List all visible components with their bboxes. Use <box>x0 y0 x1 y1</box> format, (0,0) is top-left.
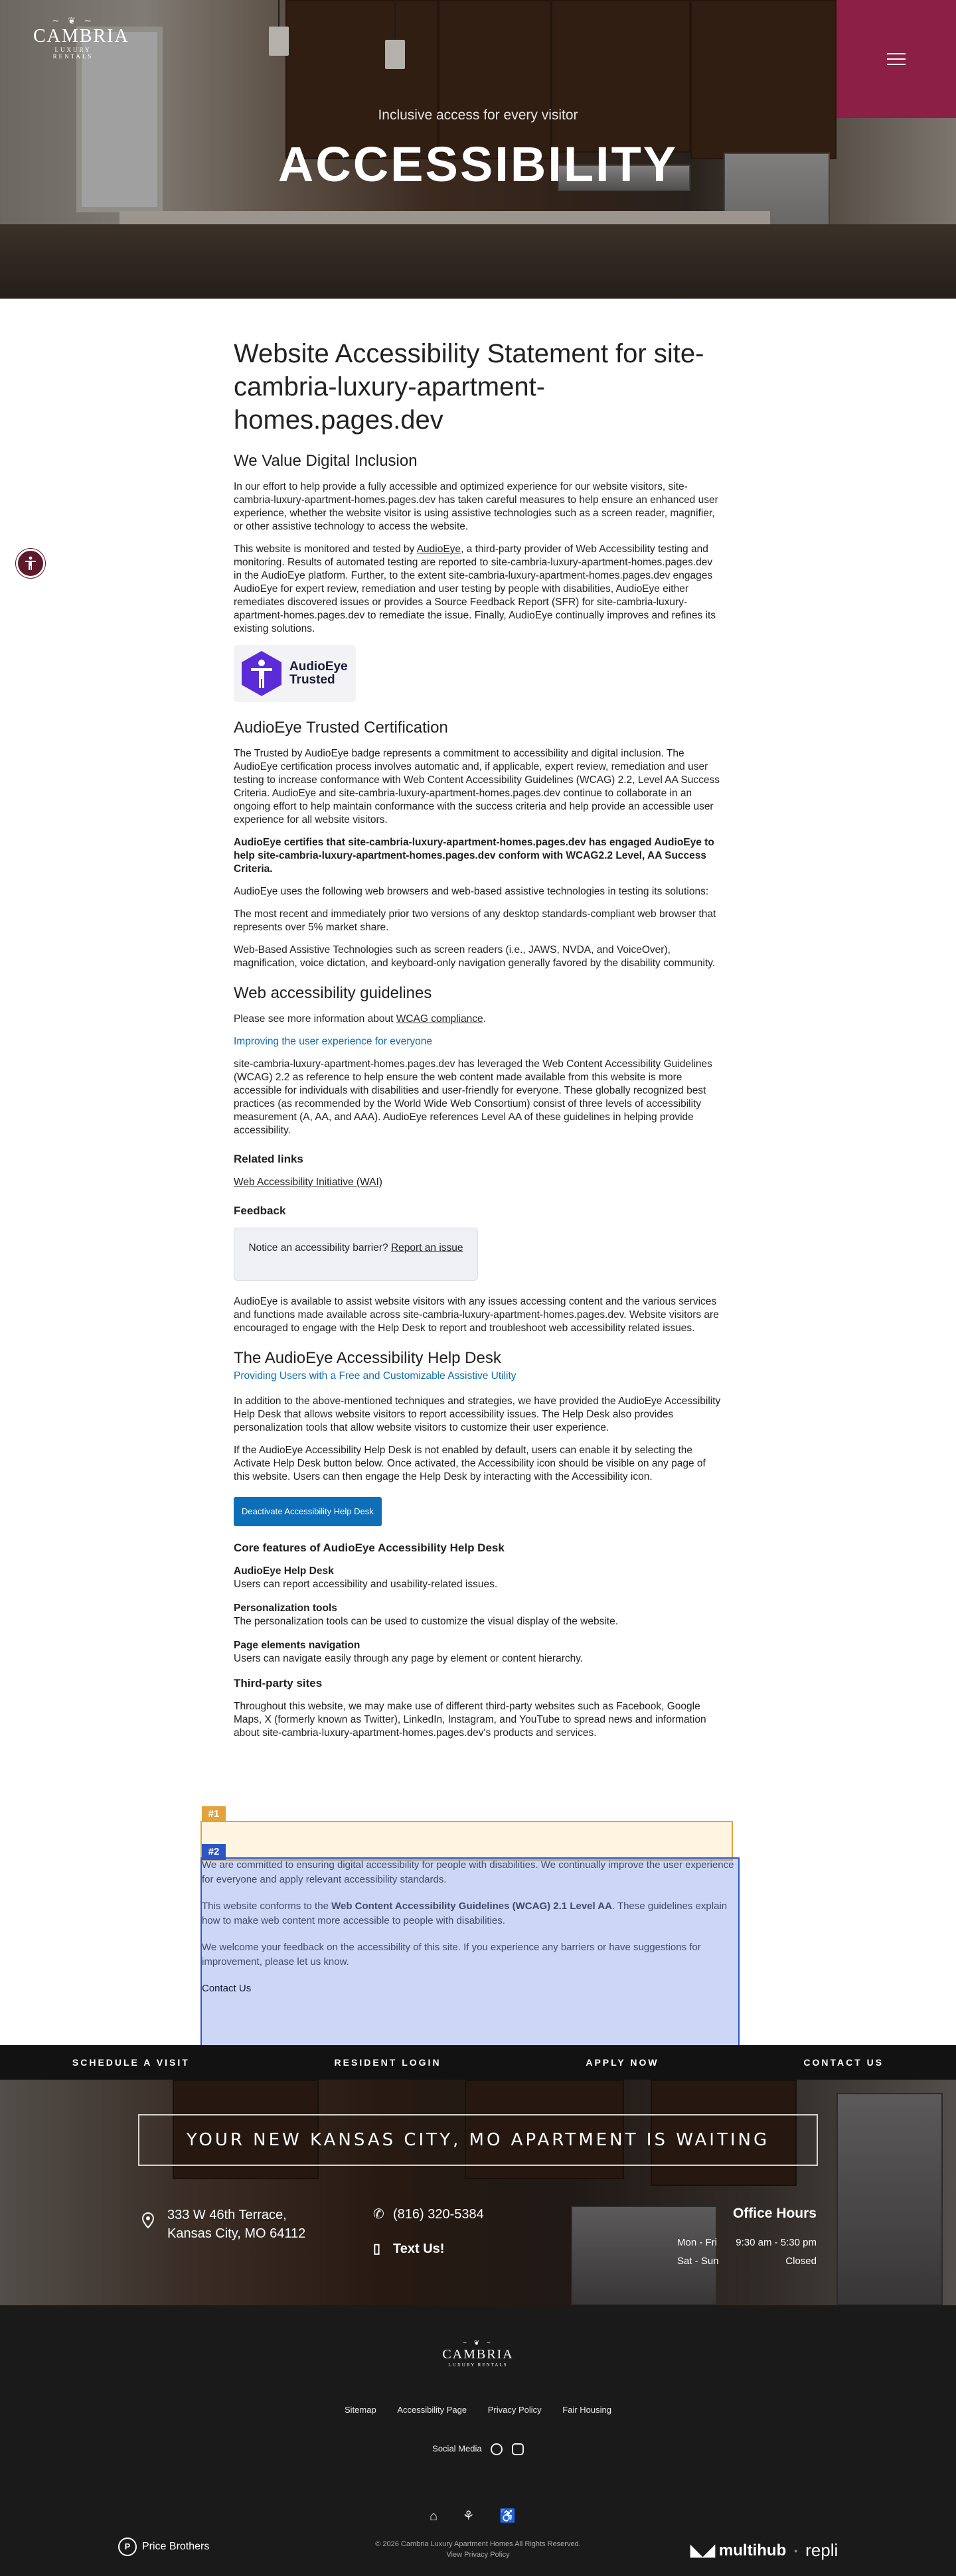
contact-us-button[interactable]: CONTACT US <box>803 2057 884 2068</box>
footer-hero-shade <box>0 2080 956 2305</box>
view-text: View <box>446 2551 465 2559</box>
feature-title: AudioEye Help Desk <box>234 1565 334 1577</box>
phone-link[interactable] <box>373 2206 484 2222</box>
injected-bold: Web Content Accessibility Guidelines (WCAG) 2.1 Level AA <box>331 1900 612 1912</box>
logo-name: CAMBRIA <box>33 26 129 46</box>
guidelines-paragraph: site-cambria-luxury-apartment-homes.pages.dev has leveraged the Web Content Accessibility Guidelines (WCAG) 2.2 as reference to help ensure the web content made available from this website is more accessible for individuals with disabilities and user-friendly for everyone. These globally recognized best practices (as recommended by the World Wide Web Consortium) consist of three levels of accessibility measurement (A, AA, and AAA). AudioEye references Level AA of these guidelines in helping provide accessibility. <box>234 1058 712 1136</box>
badge-line1: AudioEye <box>289 660 348 674</box>
accessibility-icon[interactable] <box>16 549 45 578</box>
cert-bold-paragraph: AudioEye certifies that site-cambria-luxury-apartment-homes.pages.dev has engaged AudioEye to help site-cambria-luxury-apartment-homes.pages.dev conform with WCAG2.2 Level, AA Success Criteria. <box>234 837 714 875</box>
hero-banner <box>0 0 956 299</box>
cert-paragraph-2: AudioEye uses the following web browsers and web-based assistive technologies in testing its solutions: <box>234 886 709 897</box>
site-logo[interactable] <box>33 16 129 69</box>
location-pin-icon <box>142 2212 154 2228</box>
audioeye-link[interactable]: AudioEye <box>416 543 461 555</box>
cert-heading: AudioEye Trusted Certification <box>234 719 448 737</box>
feature-desc: The personalization tools can be used to customize the visual display of the website. <box>234 1616 618 1627</box>
wcag-link[interactable]: WCAG compliance <box>396 1013 483 1025</box>
footer-logo-name: CAMBRIA <box>442 2347 514 2362</box>
hamburger-icon <box>887 53 906 66</box>
inclusion-paragraph: In our effort to help provide a fully accessible and optimized experience for our website visitors, site-cambria-luxury-apartment-homes.pages.dev has taken careful measures to help ensure an enhanced user experience, whether the website visitor is using assistive technologies such as a screen reader, magnifier, or other assistive technology to access the website. <box>234 481 718 532</box>
badge-text <box>289 660 348 687</box>
mobile-icon: ▯ <box>373 2242 381 2256</box>
hours-row <box>677 2252 817 2271</box>
core-features-heading: Core features of AudioEye Accessibility Help Desk <box>234 1541 505 1554</box>
related-heading: Related links <box>234 1153 303 1165</box>
logo-separator: • <box>794 2545 798 2556</box>
hero-title: ACCESSIBILITY <box>278 137 678 192</box>
text-us-link[interactable] <box>373 2240 444 2257</box>
privacy-policy-link[interactable]: Privacy Policy <box>487 2405 542 2415</box>
copyright-text: © 2026 Cambria Luxury Apartment Homes All Rights Reserved. <box>375 2540 581 2548</box>
hours-day: Sat - Sun <box>677 2255 719 2267</box>
highlight-tag-2: #2 <box>202 1844 226 1860</box>
apply-now-button[interactable]: APPLY NOW <box>586 2057 659 2068</box>
audioeye-hexagon-icon <box>238 650 285 697</box>
logo-sub: LUXURY RENTALS <box>52 46 94 60</box>
highlight-box-1 <box>200 1821 733 1861</box>
multihub-icon: ◣◢ <box>690 2541 715 2559</box>
phone-icon: ✆ <box>373 2207 384 2222</box>
address[interactable] <box>142 2206 305 2243</box>
address-line-1: 333 W 46th Terrace, <box>167 2208 287 2222</box>
deactivate-helpdesk-button[interactable]: Deactivate Accessibility Help Desk <box>234 1497 382 1526</box>
helpdesk-paragraph-2: If the AudioEye Accessibility Help Desk is not enabled by default, users can enable it by selecting the Activate Help Desk button below. Once activated, the Accessibility icon should be visible on any page of this website. Users can then engage the Help Desk by interacting with the Accessibility icon. <box>234 1445 706 1482</box>
feedback-box <box>234 1228 478 1281</box>
feedback-paragraph: AudioEye is available to assist website visitors with any issues accessing content and the various services and functions made available across site-cambria-luxury-apartment-homes.pages.dev. Website visitors are encouraged to engage with the Help Desk to report and troubleshoot web accessibility related issues. <box>234 1296 719 1334</box>
hours-row <box>677 2234 817 2252</box>
hours-day: Mon - Fri <box>677 2237 717 2248</box>
multihub-repli-logos[interactable] <box>690 2540 838 2561</box>
footer-logo-sub: LUXURY RENTALS <box>448 2362 508 2368</box>
price-brothers-label: Price Brothers <box>142 2541 210 2552</box>
third-party-paragraph: Throughout this website, we may make use of different third-party websites such as Facebook, Google Maps, X (formerly known as Twitter), LinkedIn, Instagram, and YouTube to spread news and information about site-cambria-luxury-apartment-homes.pages.dev's products and services. <box>234 1701 706 1739</box>
sitemap-link[interactable]: Sitemap <box>345 2405 376 2415</box>
monitoring-text: This website is monitored and tested by <box>234 543 417 555</box>
injected-paragraph-2 <box>202 1899 737 1928</box>
monitoring-text-rest: , a third-party provider of Web Accessibility testing and monitoring. Results of automated testing are reported to site-cambria-luxury-apartment-homes.pages.dev in the AudioEye platform. Further, to the extent site-cambria-luxury-apartment-homes.pages.dev engages AudioEye for expert review, remediation and user testing by people with disabilities, AudioEye either remediates discovered issues or provides a Source Feedback Report (SFR) for site-cambria-luxury-apartment-homes.pages.dev to remediate the issue. Finally, AudioEye continually improves and refines its existing solutions. <box>234 543 716 634</box>
multihub-label: multihub <box>718 2541 787 2559</box>
highlight-tag-1: #1 <box>202 1806 226 1822</box>
logo-ornament: ~ ❦ ~ <box>51 16 95 27</box>
audioeye-trusted-badge[interactable] <box>234 645 356 702</box>
helpdesk-subheading: Providing Users with a Free and Customizable Assistive Utility <box>234 1370 517 1382</box>
guidelines-subheading: Improving the user experience for everyone <box>234 1036 432 1047</box>
feature-item <box>234 1602 722 1628</box>
injected-paragraph-1: We are committed to ensuring digital accessibility for people with disabilities. We continually improve the user experience for everyone and apply relevant accessibility standards. <box>202 1859 734 1885</box>
main-content <box>234 337 722 1749</box>
social-media <box>0 2443 956 2455</box>
feedback-heading: Feedback <box>234 1204 286 1217</box>
injected-text-rest: . These guidelines explain how to make web content more accessible to people with disabilities. <box>202 1900 728 1926</box>
resident-login-button[interactable]: RESIDENT LOGIN <box>334 2057 441 2068</box>
instagram-icon[interactable] <box>512 2443 524 2455</box>
cta-strip <box>0 2045 956 2080</box>
footer-hero <box>0 2080 956 2305</box>
injected-text: This website conforms to the <box>202 1900 332 1912</box>
injected-accessibility-text <box>202 1858 737 2008</box>
footer-logo-ornament: ~ ❦ ~ <box>463 2340 493 2347</box>
contact-us-link[interactable]: Contact Us <box>202 1983 252 1994</box>
injected-paragraph-3: We welcome your feedback on the accessibility of this site. If you experience any barriers or have suggestions for improvement, please let us know. <box>202 1942 701 1968</box>
privacy-policy-link-small[interactable]: Privacy Policy <box>464 2551 510 2559</box>
feature-desc: Users can navigate easily through any page by element or content hierarchy. <box>234 1653 584 1664</box>
guidelines-more-text: Please see more information about <box>234 1013 396 1025</box>
site-footer <box>0 2305 956 2576</box>
feedback-notice: Notice an accessibility barrier? <box>248 1242 391 1253</box>
social-label: Social Media <box>432 2443 482 2454</box>
accessibility-page-link[interactable]: Accessibility Page <box>397 2405 467 2415</box>
feature-title: Personalization tools <box>234 1603 337 1614</box>
hours-time: Closed <box>785 2255 817 2267</box>
feature-item <box>234 1565 722 1591</box>
monitoring-paragraph <box>234 543 722 636</box>
repli-label: repli <box>805 2540 838 2560</box>
helpdesk-heading: The AudioEye Accessibility Help Desk <box>234 1349 501 1367</box>
page-title: Website Accessibility Statement for site-cambria-luxury-apartment-homes.pages.dev <box>234 339 704 435</box>
facebook-icon[interactable] <box>491 2443 503 2455</box>
report-issue-link[interactable]: Report an issue <box>390 1242 463 1253</box>
office-hours <box>677 2206 817 2271</box>
guidelines-more <box>234 1013 722 1026</box>
phone-number: (816) 320-5384 <box>393 2207 484 2222</box>
footer-links <box>0 2405 956 2415</box>
third-party-heading: Third-party sites <box>234 1677 323 1689</box>
footer-logo[interactable] <box>438 2340 518 2368</box>
waiting-banner: YOUR NEW KANSAS CITY, MO APARTMENT IS WAITING <box>138 2114 818 2166</box>
text-us-label: Text Us! <box>393 2242 445 2256</box>
equal-housing-icons: ⌂ ⚘ ♿ <box>429 2509 527 2524</box>
period: . <box>483 1013 486 1025</box>
guidelines-heading: Web accessibility guidelines <box>234 984 432 1002</box>
schedule-visit-button[interactable]: SCHEDULE A VISIT <box>72 2057 190 2068</box>
wai-link[interactable]: Web Accessibility Initiative (WAI) <box>234 1177 382 1188</box>
hero-subtitle: Inclusive access for every visitor <box>378 107 578 123</box>
cert-paragraph-4: Web-Based Assistive Technologies such as screen readers (i.e., JAWS, NVDA, and VoiceOver), magnification, voice dictation, and keyboard-only navigation generally favored by the disability community. <box>234 944 716 969</box>
badge-line2: Trusted <box>289 673 335 687</box>
helpdesk-paragraph-1: In addition to the above-mentioned techniques and strategies, we have provided the AudioEye Accessibility Help Desk that allows website visitors to report accessibility issues. The Help Desk also provides personalization tools that allow website visitors to customize their user experience. <box>234 1395 721 1433</box>
feature-title: Page elements navigation <box>234 1640 360 1651</box>
hours-time: 9:30 am - 5:30 pm <box>736 2237 817 2248</box>
fair-housing-link[interactable]: Fair Housing <box>562 2405 611 2415</box>
address-line-2: Kansas City, MO 64112 <box>167 2226 306 2241</box>
inclusion-heading: We Value Digital Inclusion <box>234 452 418 470</box>
cert-paragraph: The Trusted by AudioEye badge represents a commitment to accessibility and digital inclusion. The AudioEye certification process involves automatic and, if applicable, expert review, remediation and user testing to increase conformance with Web Content Accessibility Guidelines (WCAG) 2.2, Level AA Success Criteria. AudioEye and site-cambria-luxury-apartment-homes.pages.dev continue to collaborate in an ongoing effort to help maintain conformance with the success criteria and help provide an accessible user experience for all website visitors. <box>234 748 720 825</box>
cert-paragraph-3: The most recent and immediately prior two versions of any desktop standards-compliant web browser that represents over 5% market share. <box>234 908 716 933</box>
office-hours-title: Office Hours <box>732 2206 817 2221</box>
feature-item <box>234 1639 722 1666</box>
feature-desc: Users can report accessibility and usability-related issues. <box>234 1579 498 1590</box>
menu-button[interactable] <box>836 0 956 118</box>
price-brothers-icon: P <box>118 2538 137 2556</box>
